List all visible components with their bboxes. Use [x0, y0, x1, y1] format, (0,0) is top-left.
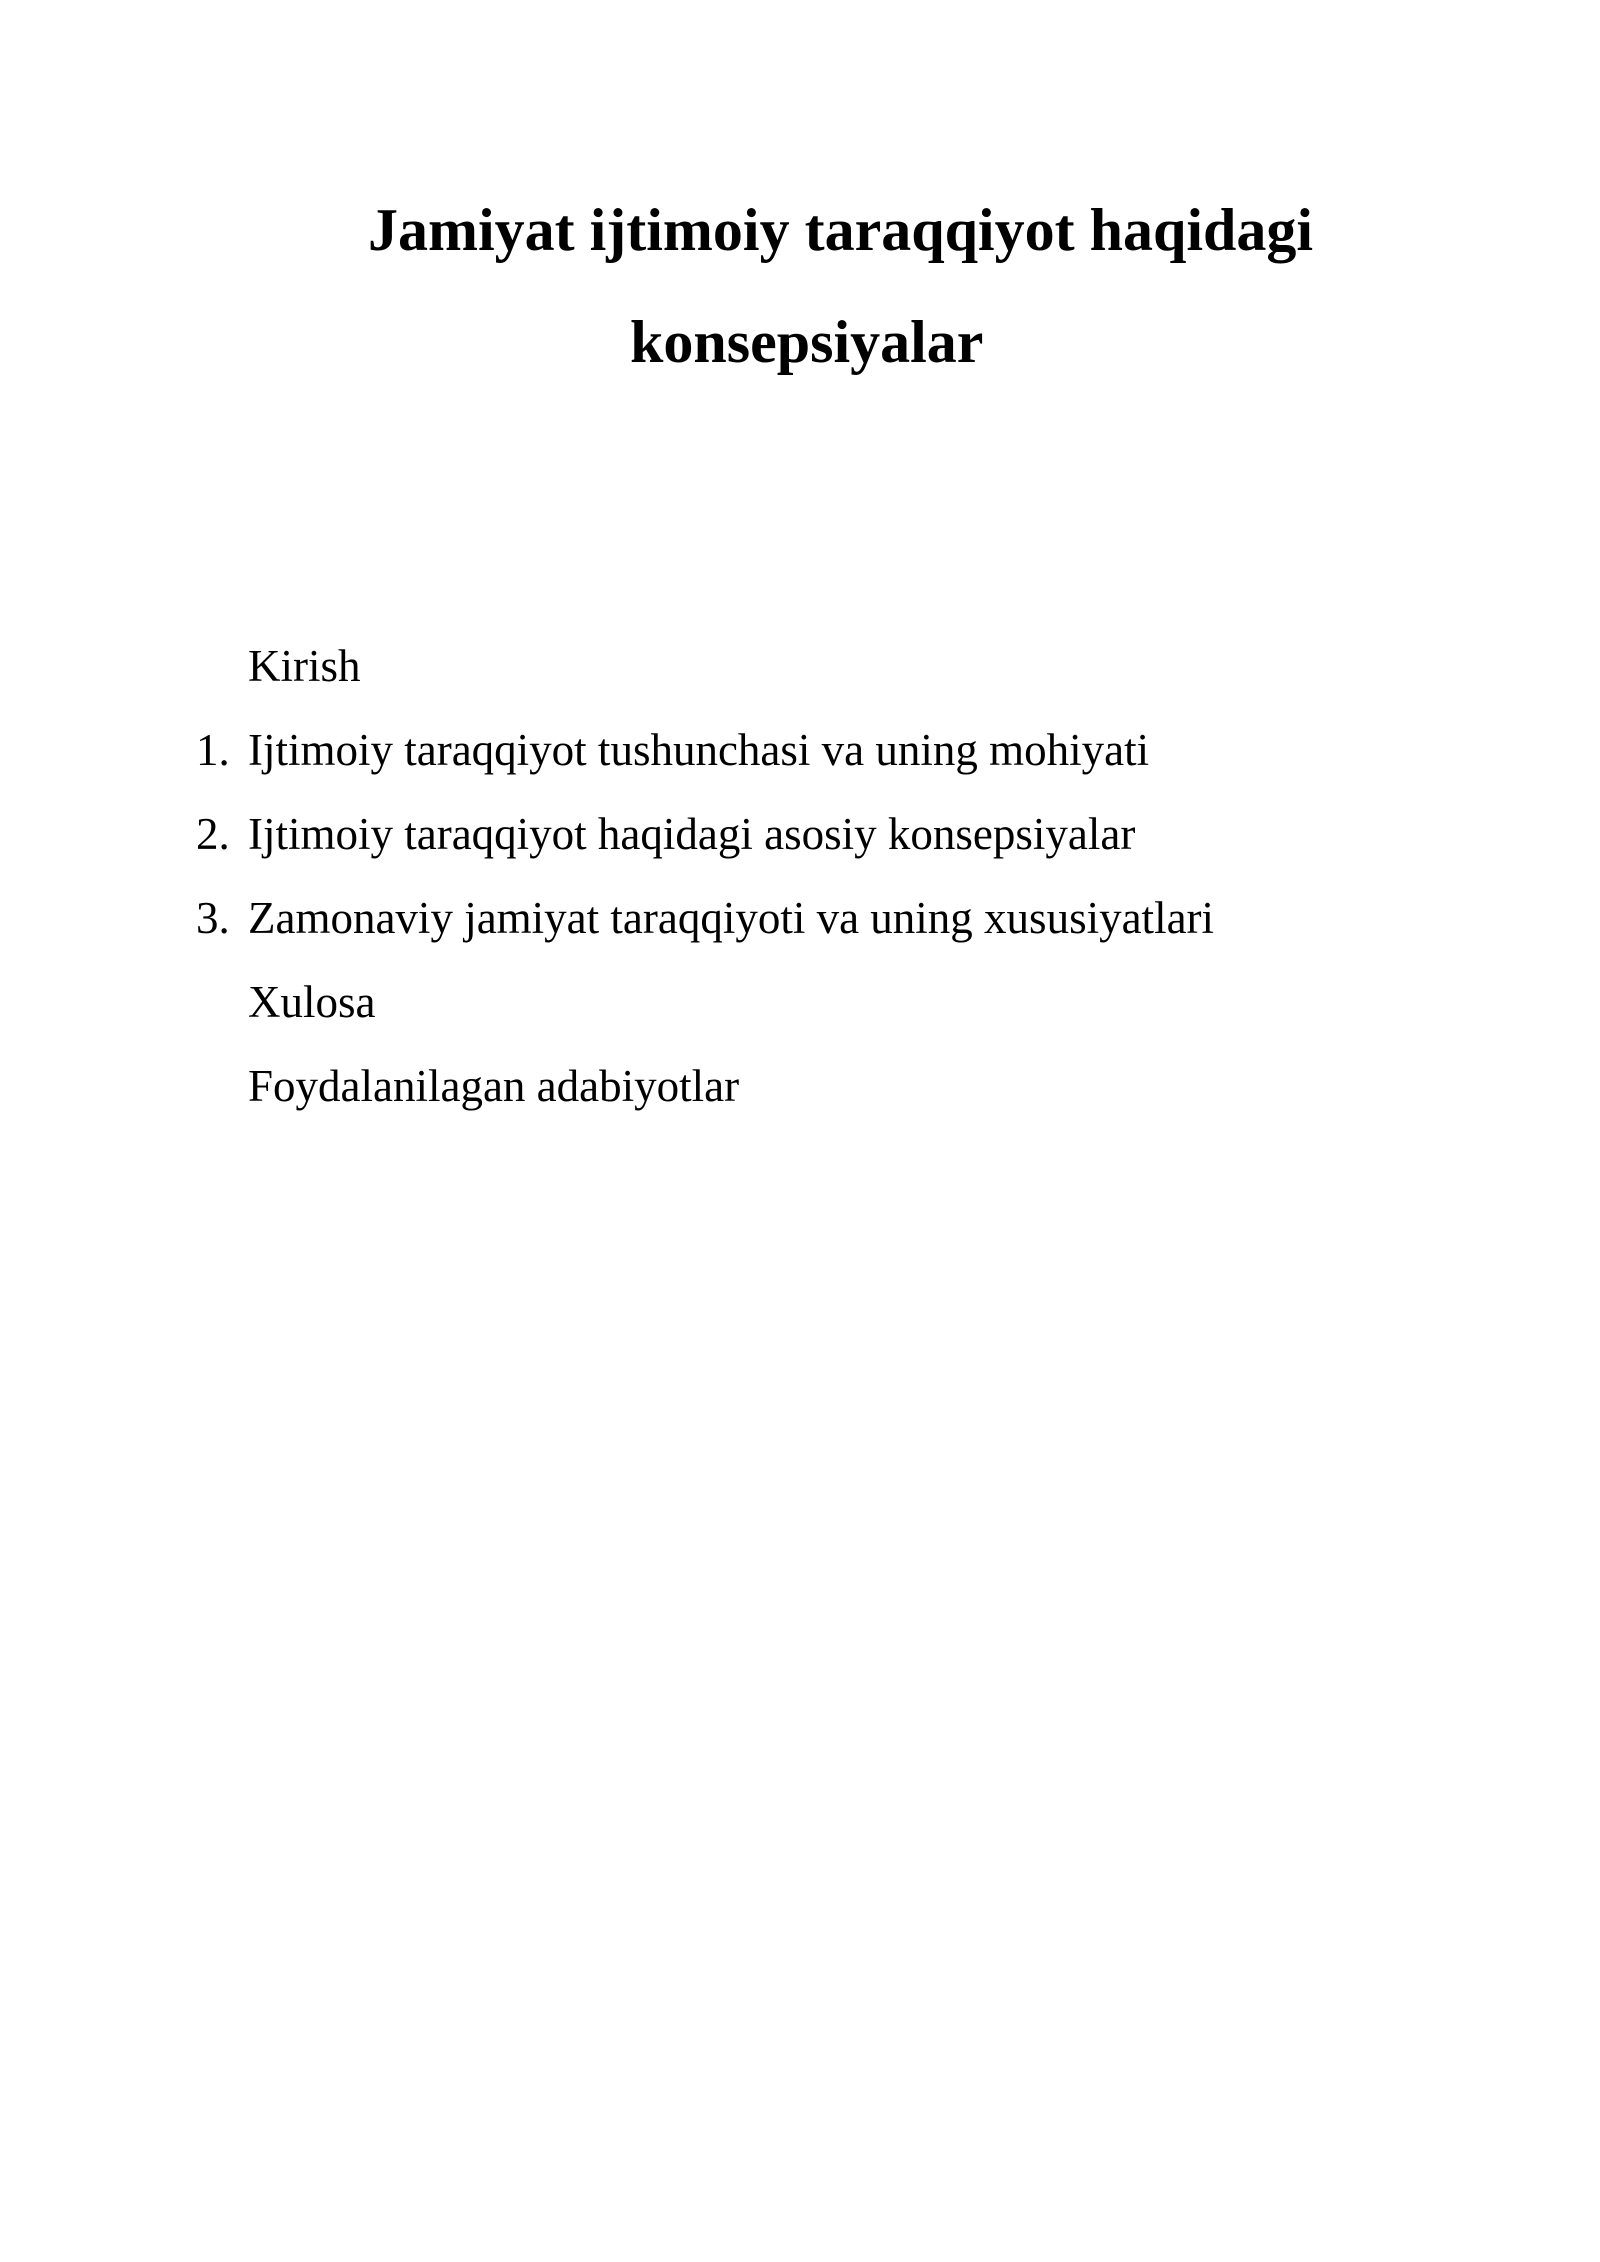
- toc-item-2: [196, 806, 1214, 890]
- toc-item-text: Kirish: [248, 641, 361, 691]
- toc-item-text: Zamonaviy jamiyat taraqqiyoti va uning xususiyatlari: [248, 893, 1215, 943]
- table-of-contents: [196, 638, 1214, 1142]
- toc-item-kirish: [196, 638, 1214, 722]
- toc-item-number: 2.: [196, 809, 230, 859]
- document-title-line-1: Jamiyat ijtimoiy taraqqiyot haqidagi: [368, 197, 1314, 263]
- document-title-line-2: konsepsiyalar: [630, 309, 984, 375]
- toc-item-number: 3.: [196, 893, 230, 943]
- toc-item-3: [196, 890, 1214, 974]
- toc-item-text: Ijtimoiy taraqqiyot tushunchasi va uning mohiyati: [248, 725, 1150, 775]
- toc-item-adabiyotlar: [196, 1058, 1214, 1142]
- toc-item-text: Xulosa: [248, 977, 376, 1027]
- toc-item-text: Ijtimoiy taraqqiyot haqidagi asosiy konsepsiyalar: [248, 809, 1136, 859]
- toc-item-1: [196, 722, 1214, 806]
- toc-item-text: Foydalanilagan adabiyotlar: [248, 1061, 740, 1111]
- toc-item-number: 1.: [196, 725, 230, 775]
- toc-item-xulosa: [196, 974, 1214, 1058]
